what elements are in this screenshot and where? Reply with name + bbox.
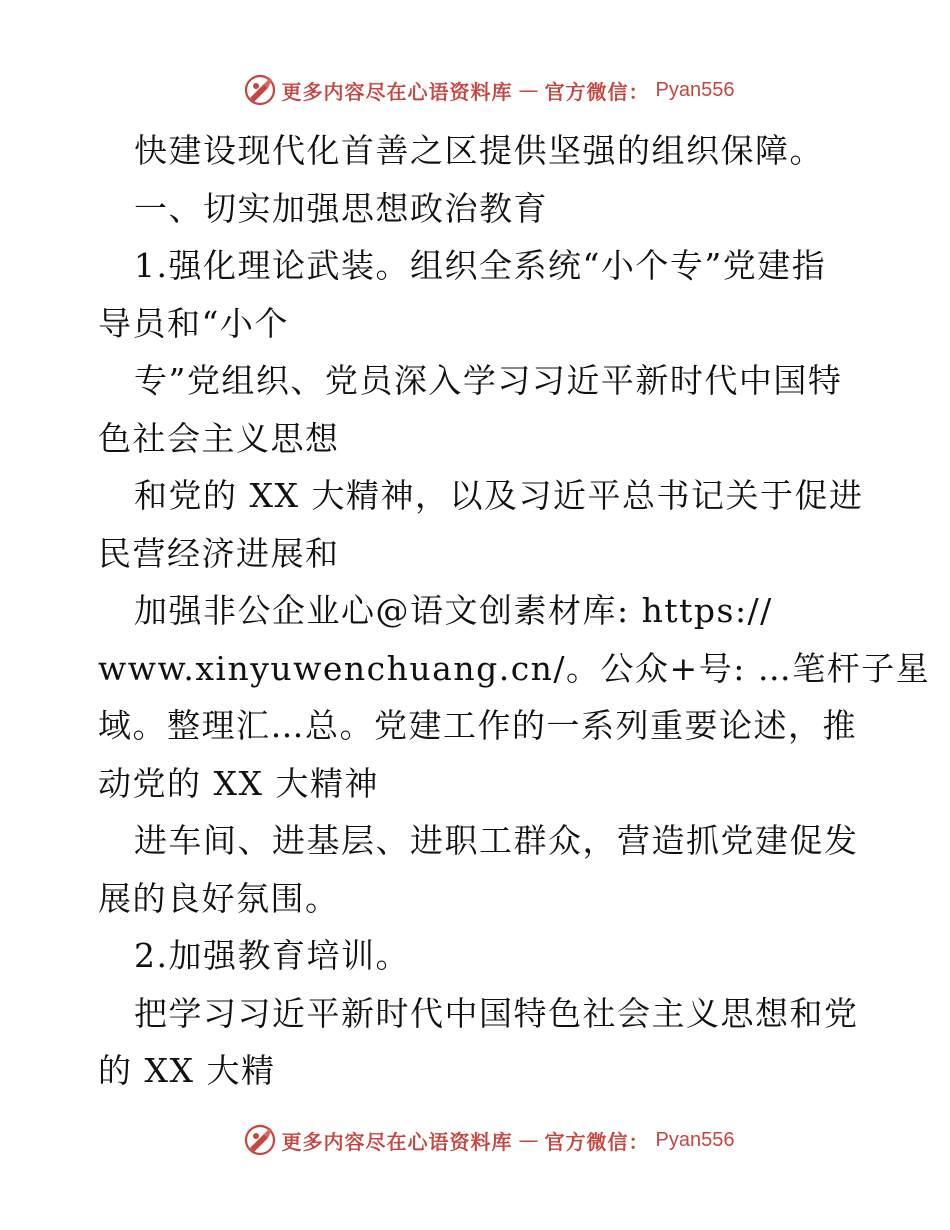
text-line: 的 XX 大精 bbox=[98, 1051, 276, 1090]
text-line: 动党的 XX 大精神 bbox=[98, 763, 379, 803]
banner-site-text: 更多内容尽在心语资料库 bbox=[281, 1129, 513, 1154]
text-line: 和党的 XX 大精神，以及习近平总书记关于促进 bbox=[134, 476, 864, 515]
pen-nib-logo-icon bbox=[244, 74, 276, 106]
text-line: 加强非公企业心@语文创素材库: https:// bbox=[134, 591, 773, 630]
section-heading: 一、切实加强思想政治教育 bbox=[134, 188, 548, 228]
text-line: 1.强化理论武装。组织全系统“小个专”党建指 bbox=[134, 246, 827, 285]
banner-wechat-id: Pyan556 bbox=[655, 78, 735, 101]
header-banner-inner bbox=[244, 74, 735, 106]
banner-separator: — bbox=[518, 1128, 539, 1152]
text-line: 快建设现代化首善之区提供坚强的组织保障。 bbox=[134, 131, 824, 170]
document-body bbox=[98, 122, 931, 1100]
text-line: 导员和“小个 bbox=[98, 303, 289, 343]
text-line: www.xinyuwenchuang.cn/。公众+号: …笔杆子星 bbox=[98, 648, 931, 688]
text-line: 把学习习近平新时代中国特色社会主义思想和党 bbox=[134, 993, 859, 1033]
text-line: 色社会主义思想 bbox=[98, 418, 340, 458]
footer-banner bbox=[0, 1120, 950, 1160]
text-line: 民营经济进展和 bbox=[98, 533, 340, 573]
text-line: 专”党组织、党员深入学习习近平新时代中国特 bbox=[134, 361, 843, 400]
footer-banner-inner bbox=[244, 1124, 735, 1156]
banner-site-text: 更多内容尽在心语资料库 bbox=[281, 79, 513, 104]
text-line: 展的良好氛围。 bbox=[98, 878, 340, 918]
banner-separator: — bbox=[518, 78, 539, 102]
banner-wechat-id: Pyan556 bbox=[655, 1128, 735, 1151]
text-line: 域。整理汇…总。党建工作的一系列重要论述，推 bbox=[98, 706, 857, 745]
pen-nib-logo-icon bbox=[244, 1124, 276, 1156]
text-line: 进车间、进基层、进职工群众，营造抓党建促发 bbox=[134, 821, 859, 860]
header-banner bbox=[0, 70, 950, 110]
section-subheading: 2.加强教育培训。 bbox=[134, 936, 410, 975]
banner-wechat-label: 官方微信： bbox=[544, 79, 650, 104]
banner-wechat-label: 官方微信： bbox=[544, 1129, 650, 1154]
